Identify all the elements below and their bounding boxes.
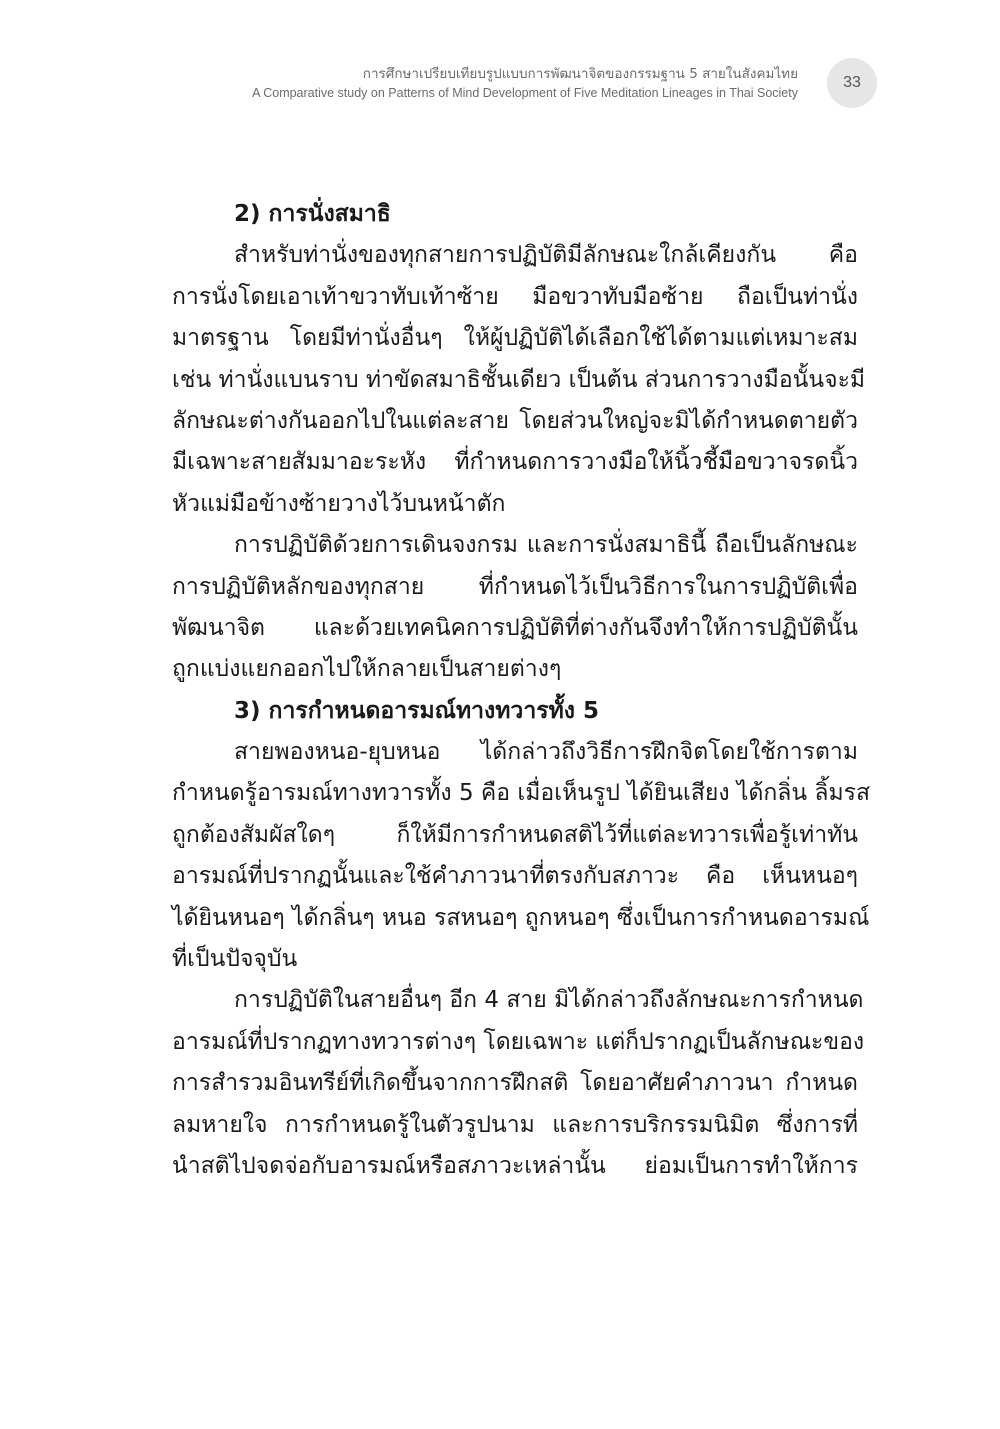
text-line: สายพองหนอ-ยุบหนอ ได้กล่าวถึงวิธีการฝึกจิตโดยใช้การตาม bbox=[234, 739, 858, 766]
text-line: ถูกต้องสัมผัสใดๆ ก็ให้มีการกำหนดสติไว้ที่แต่ละทวารเพื่อรู้เท่าทัน bbox=[172, 821, 858, 848]
text-line: ลักษณะต่างกันออกไปในแต่ละสาย โดยส่วนใหญ่จะมิได้กำหนดตายตัว bbox=[172, 407, 858, 434]
text-line: ที่เป็นปัจจุบัน bbox=[172, 946, 298, 973]
text-line: หัวแม่มือข้างซ้ายวางไว้บนหน้าตัก bbox=[172, 490, 506, 517]
text-line: การสำรวมอินทรีย์ที่เกิดขึ้นจากการฝึกสติ โดยอาศัยคำภาวนา กำหนด bbox=[172, 1070, 858, 1097]
text-line: การปฏิบัติหลักของทุกสาย ที่กำหนดไว้เป็นวิธีการในการปฏิบัติเพื่อ bbox=[172, 573, 858, 600]
text-line: ถูกแบ่งแยกออกไปให้กลายเป็นสายต่างๆ bbox=[172, 656, 562, 683]
text-line: สำหรับท่านั่งของทุกสายการปฏิบัติมีลักษณะใกล้เคียงกัน คือ bbox=[234, 242, 858, 269]
text-line: อารมณ์ที่ปรากฏนั้นและใช้คำภาวนาที่ตรงกับสภาวะ คือ เห็นหนอๆ bbox=[172, 863, 858, 890]
text-line: นำสติไปจดจ่อกับอารมณ์หรือสภาวะเหล่านั้น ย่อมเป็นการทำให้การ bbox=[172, 1152, 858, 1179]
running-header-title-thai: การศึกษาเปรียบเทียบรูปแบบการพัฒนาจิตของกรรมฐาน 5 สายในสังคมไทย bbox=[362, 66, 798, 82]
text-line: ได้ยินหนอๆ ได้กลิ่นๆ หนอ รสหนอๆ ถูกหนอๆ ซึ่งเป็นการกำหนดอารมณ์ bbox=[172, 904, 870, 931]
text-line: พัฒนาจิต และด้วยเทคนิคการปฏิบัติที่ต่างกันจึงทำให้การปฏิบัตินั้น bbox=[172, 614, 858, 641]
text-line: การนั่งโดยเอาเท้าขวาทับเท้าซ้าย มือขวาทับมือซ้าย ถือเป็นท่านั่ง bbox=[172, 283, 858, 310]
main-text bbox=[172, 194, 871, 1187]
text-line: การปฏิบัติด้วยการเดินจงกรม และการนั่งสมาธินี้ ถือเป็นลักษณะ bbox=[234, 532, 858, 559]
text-line: อารมณ์ที่ปรากฏทางทวารต่างๆ โดยเฉพาะ แต่ก็ปรากฏเป็นลักษณะของ bbox=[172, 1028, 865, 1055]
text-line: กำหนดรู้อารมณ์ทางทวารทั้ง 5 คือ เมื่อเห็นรูป ได้ยินเสียง ได้กลิ่น ลิ้มรส bbox=[172, 780, 871, 807]
text-line: การปฏิบัติในสายอื่นๆ อีก 4 สาย มิได้กล่าวถึงลักษณะการกำหนด bbox=[234, 987, 864, 1014]
text-line: มีเฉพาะสายสัมมาอะระหัง ที่กำหนดการวางมือให้นิ้วชี้มือขวาจรดนิ้ว bbox=[172, 449, 858, 476]
text-line: มาตรฐาน โดยมีท่านั่งอื่นๆ ให้ผู้ปฏิบัติได้เลือกใช้ได้ตามแต่เหมาะสม bbox=[172, 325, 858, 352]
section-heading-2: 2) การนั่งสมาธิ bbox=[234, 201, 391, 227]
text-line: เช่น ท่านั่งแบนราบ ท่าขัดสมาธิชั้นเดียว เป็นต้น ส่วนการวางมือนั้นจะมี bbox=[172, 366, 866, 393]
text-line: ลมหายใจ การกำหนดรู้ในตัวรูปนาม และการบริกรรมนิมิต ซึ่งการที่ bbox=[172, 1111, 858, 1138]
page-number-badge: 33 bbox=[827, 58, 877, 108]
running-header bbox=[252, 64, 798, 102]
section-heading-3: 3) การกำหนดอารมณ์ทางทวารทั้ง 5 bbox=[234, 697, 600, 724]
running-header-title-english: A Comparative study on Patterns of Mind Development of Five Meditation Lineages in Thai Society bbox=[252, 86, 798, 100]
